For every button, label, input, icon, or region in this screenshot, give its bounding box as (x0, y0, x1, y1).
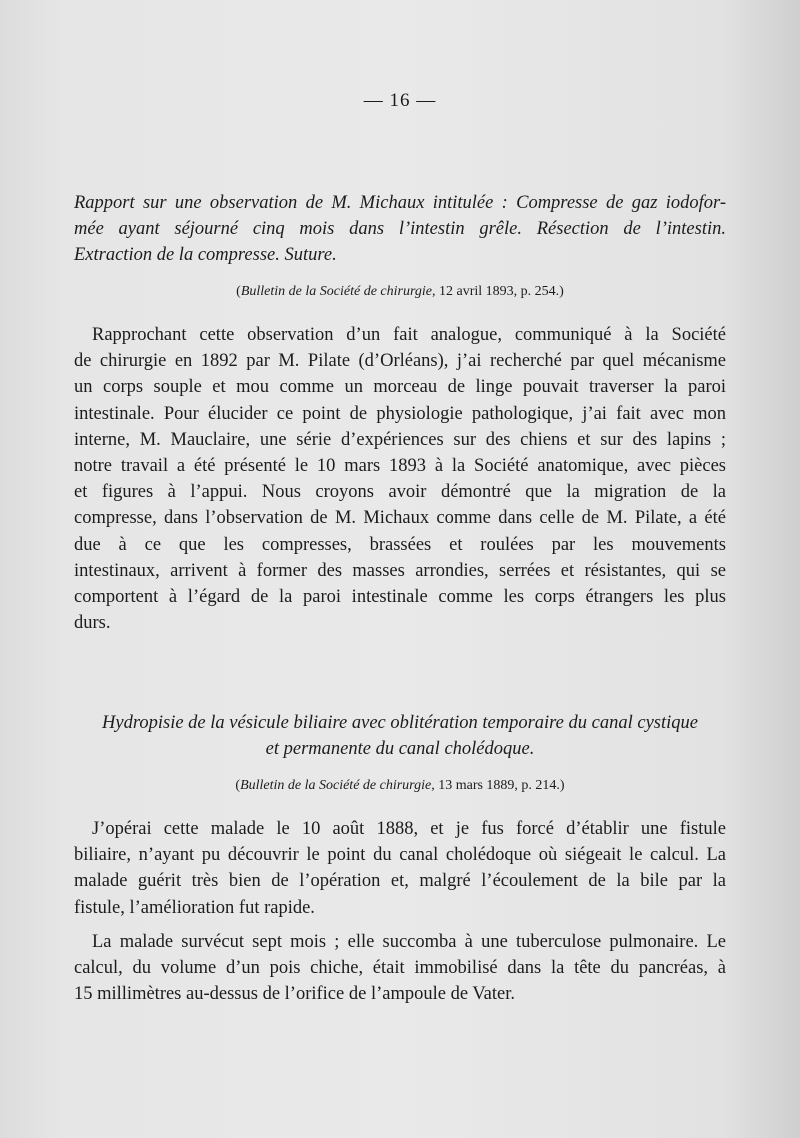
text-line: intestinale. Pour élucider ce point de physiologie pathologique, j’ai fait avec mon (74, 403, 726, 424)
citation-details: , 12 avril 1893, p. 254.) (432, 284, 564, 299)
text-line: comportent à l’égard de la paroi intestinale comme les corps étrangers les plus (74, 587, 726, 608)
citation-source: Bulletin de la Société de chirurgie (240, 778, 432, 793)
title-line: Hydropisie de la vésicule biliaire avec oblitération temporaire du canal cystique (102, 713, 698, 733)
title-line: et permanente du canal cholédoque. (265, 739, 535, 759)
section-hydropisie (74, 710, 726, 1007)
text-line: due à ce que les compresses, brassées et roulées par les mouvements (74, 534, 726, 555)
title-line: Rapport sur une observation de M. Michaux intitulée : Compresse de gaz iodofor- (74, 193, 726, 213)
text-line: Rapprochant cette observation d’un fait analogue, communiqué à la Société (92, 325, 726, 345)
body-paragraph (74, 816, 726, 921)
section-title (74, 710, 726, 762)
text-line: 15 millimètres au-dessus de l’orifice de l’ampoule de Vater. (74, 984, 515, 1005)
title-line: mée ayant séjourné cinq mois dans l’intestin grêle. Résection de l’intestin. (74, 219, 726, 239)
text-line: notre travail a été présenté le 10 mars 1893 à la Société anatomique, avec pièces (74, 456, 726, 477)
text-line: durs. (74, 613, 111, 634)
text-line: compresse, dans l’observation de M. Michaux comme dans celle de M. Pilate, a été (74, 508, 726, 529)
citation-source: Bulletin de la Société de chirurgie (240, 284, 432, 299)
text-line: interne, M. Mauclaire, une série d’expériences sur des chiens et sur des lapins ; (74, 429, 726, 450)
section-rapport-michaux (74, 190, 726, 636)
body-paragraph (74, 929, 726, 1008)
text-line: La malade survécut sept mois ; elle succomba à une tuberculose pulmonaire. Le (92, 931, 726, 952)
text-line: et figures à l’appui. Nous croyons avoir démontré que la migration de la (74, 482, 726, 503)
citation-details: , 13 mars 1889, p. 214.) (431, 778, 565, 793)
text-line: J’opérai cette malade le 10 août 1888, et je fus forcé d’établir une fistule (92, 819, 726, 839)
citation-open: ( (235, 778, 241, 793)
text-line: de chirurgie en 1892 par M. Pilate (d’Orléans), j’ai recherché par quel mécanisme (74, 351, 726, 372)
text-line: fistule, l’amélioration fut rapide. (74, 897, 315, 918)
text-line: biliaire, n’ayant pu découvrir le point du canal cholédoque où siégeait le calcul. La (74, 845, 726, 866)
section-title (74, 190, 726, 268)
citation (74, 778, 726, 794)
page-number: — 16 — (363, 90, 437, 111)
text-line: intestinaux, arrivent à former des masses arrondies, serrées et résistantes, qui se (74, 560, 726, 581)
text-line: un corps souple et mou comme un morceau de linge pouvait traverser la paroi (74, 377, 726, 398)
title-line: Extraction de la compresse. Suture. (74, 245, 337, 265)
body-paragraph (74, 322, 726, 636)
citation-open: ( (236, 284, 241, 299)
text-line: calcul, du volume d’un pois chiche, était immobilisé dans la tête du pancréas, à (74, 958, 726, 979)
text-line: malade guérit très bien de l’opération et, malgré l’écoulement de la bile par la (74, 871, 726, 892)
citation (74, 284, 726, 300)
